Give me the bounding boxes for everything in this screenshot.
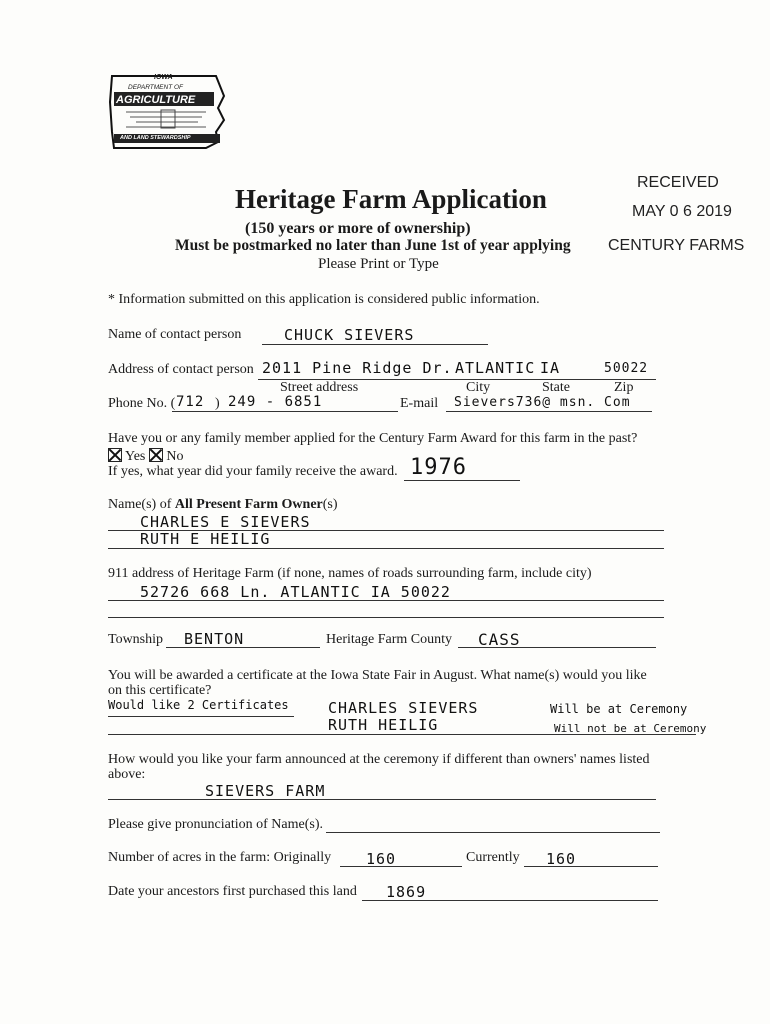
certificate-note-line <box>108 716 294 717</box>
certificate-name-2[interactable]: RUTH HEILIG <box>328 716 439 734</box>
prior-award-options <box>108 448 183 465</box>
certificate-question-line1: You will be awarded a certificate at the Iowa State Fair in August. What name(s) would you like <box>108 668 647 683</box>
phone-line <box>172 411 398 412</box>
purchase-date-label: Date your ancestors first purchased this land <box>108 884 357 899</box>
owners-label-suffix: (s) <box>322 497 338 512</box>
century-farms-stamp: CENTURY FARMS <box>608 237 745 254</box>
owner-line-2 <box>108 548 664 549</box>
print-instruction: Please Print or Type <box>318 256 439 272</box>
certificate-name-1[interactable]: CHARLES SIEVERS <box>328 699 479 717</box>
acres-current-value[interactable]: 160 <box>546 850 577 868</box>
acres-current-line <box>524 866 658 867</box>
certificate-attendance-note-1[interactable]: Will be at Ceremony <box>550 702 688 716</box>
address911-line-1 <box>108 600 664 601</box>
logo-stewardship-text: AND LAND STEWARDSHIP <box>120 135 191 141</box>
yes-checkbox[interactable] <box>108 448 122 462</box>
contact-name-line <box>262 344 488 345</box>
city-value[interactable]: ATLANTIC <box>455 359 536 377</box>
phone-area-code-value[interactable]: 712 <box>176 394 205 410</box>
pronunciation-label: Please give pronunciation of Name(s). <box>108 817 323 832</box>
no-label: No <box>166 449 184 464</box>
email-value[interactable]: Sievers736@ msn. Com <box>454 395 631 410</box>
announce-question-line2: above: <box>108 767 146 782</box>
county-value[interactable]: CASS <box>478 630 521 649</box>
owners-label <box>108 497 338 513</box>
received-stamp: RECEIVED <box>637 174 719 191</box>
zip-caption: Zip <box>614 380 634 395</box>
owners-label-prefix: Name(s) of <box>108 497 175 512</box>
award-year-value[interactable]: 1976 <box>410 455 467 480</box>
owner-name-1[interactable]: CHARLES E SIEVERS <box>140 513 311 531</box>
address911-label: 911 address of Heritage Farm (if none, names of roads surrounding farm, include city) <box>108 566 592 581</box>
certificate-attendance-note-2[interactable]: Will not be at Ceremony <box>554 722 707 735</box>
contact-address-label: Address of contact person <box>108 362 254 377</box>
city-caption: City <box>466 380 491 395</box>
acres-original-value[interactable]: 160 <box>366 850 397 868</box>
announce-line <box>108 799 656 800</box>
acres-original-label: Number of acres in the farm: Originally <box>108 850 332 865</box>
street-address-value[interactable]: 2011 Pine Ridge Dr. <box>262 359 453 377</box>
contact-name-label: Name of contact person <box>108 327 242 342</box>
iowa-agriculture-logo <box>106 72 230 152</box>
form-subtitle: (150 years or more of ownership) <box>245 220 471 237</box>
township-value[interactable]: BENTON <box>184 630 245 648</box>
owner-name-2[interactable]: RUTH E HEILIG <box>140 530 271 548</box>
pronunciation-line[interactable] <box>326 832 660 833</box>
zip-value[interactable]: 50022 <box>604 361 649 376</box>
contact-name-value[interactable]: CHUCK SIEVERS <box>284 326 415 344</box>
announce-value[interactable]: SIEVERS FARM <box>205 782 326 800</box>
purchase-date-value[interactable]: 1869 <box>386 883 427 901</box>
state-caption: State <box>542 380 570 395</box>
phone-label: Phone No. ( <box>108 396 176 411</box>
form-title-text: Heritage Farm Application <box>235 184 547 214</box>
email-line <box>446 411 652 412</box>
township-line <box>166 647 320 648</box>
street-address-caption: Street address <box>280 380 359 395</box>
received-date-stamp: MAY 0 6 2019 <box>632 203 732 220</box>
logo-iowa-text: IOWA <box>154 74 173 81</box>
certificate-note[interactable]: Would like 2 Certificates <box>108 698 289 712</box>
public-info-notice: * Information submitted on this application is considered public information. <box>108 292 540 307</box>
acres-current-label: Currently <box>466 850 520 865</box>
address911-line-2 <box>108 617 664 618</box>
acres-original-line <box>340 866 462 867</box>
postmark-deadline: Must be postmarked no later than June 1st of year applying <box>175 237 571 254</box>
award-year-line <box>404 480 520 481</box>
purchase-date-line <box>362 900 658 901</box>
prior-award-question: Have you or any family member applied for the Century Farm Award for this farm in the past? <box>108 431 638 446</box>
logo-agriculture-text: AGRICULTURE <box>116 94 196 106</box>
logo-department-text: DEPARTMENT OF <box>128 84 184 91</box>
phone-number-value[interactable]: 249 - 6851 <box>228 394 323 410</box>
award-year-question: If yes, what year did your family receive the award. <box>108 464 398 479</box>
township-label: Township <box>108 632 164 647</box>
county-label: Heritage Farm County <box>326 632 452 647</box>
phone-separator: ) <box>215 396 220 411</box>
yes-label: Yes <box>124 449 146 464</box>
certificate-question-line2: on this certificate? <box>108 683 212 698</box>
no-checkbox[interactable] <box>149 448 163 462</box>
announce-question-line1: How would you like your farm announced at the ceremony if different than owners' names listed <box>108 752 650 767</box>
county-line <box>458 647 656 648</box>
owners-label-bold: All Present Farm Owner <box>174 497 323 512</box>
email-label: E-mail <box>400 396 439 411</box>
state-value[interactable]: IA <box>540 359 561 377</box>
address911-value[interactable]: 52726 668 Ln. ATLANTIC IA 50022 <box>140 583 451 601</box>
